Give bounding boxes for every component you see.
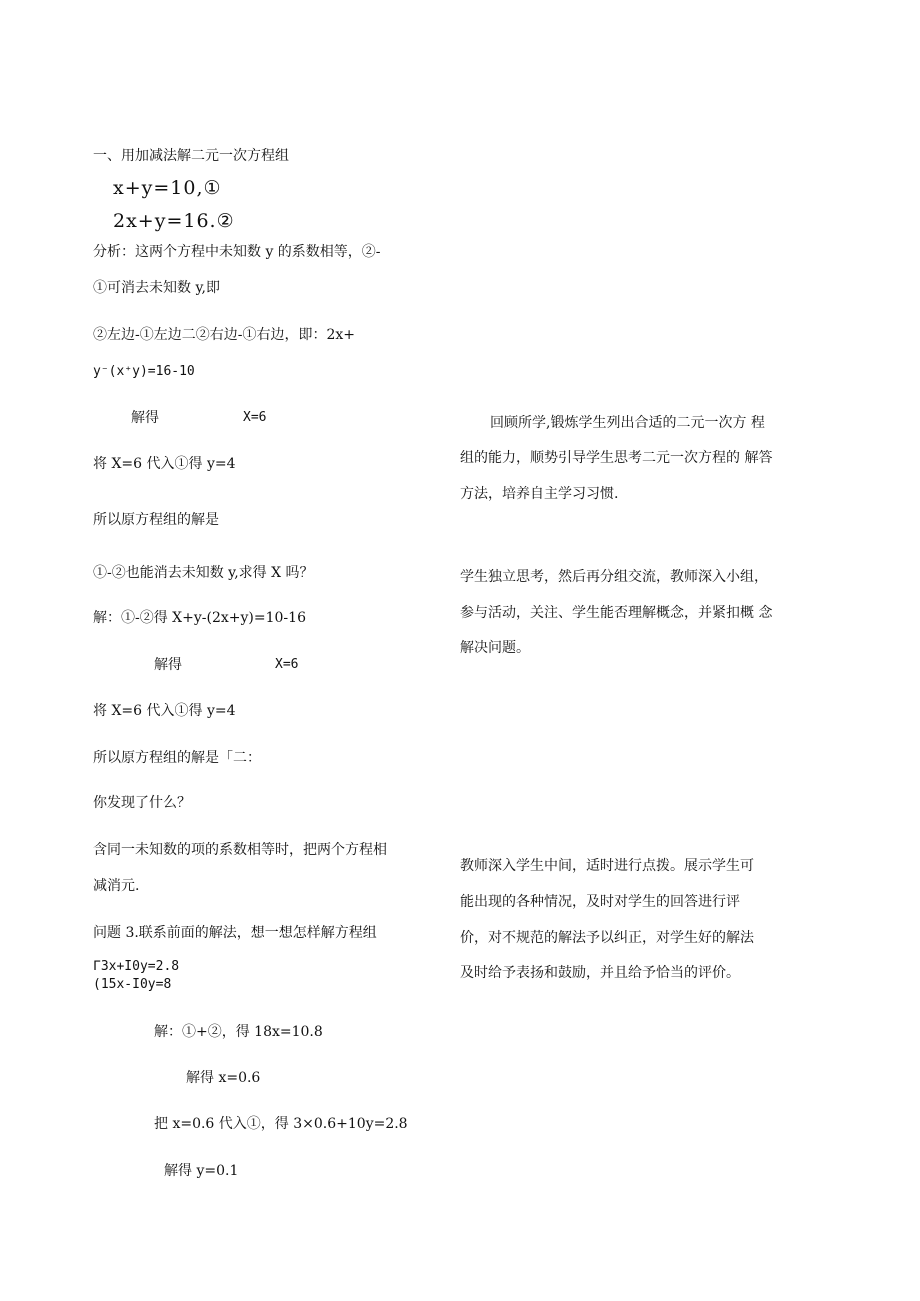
analysis-line-1: 分析：这两个方程中未知数 y 的系数相等，②- (93, 244, 381, 260)
equation-2: 2x+y=16.② (113, 210, 235, 232)
step-2: 解得 x=0.6 (186, 1070, 261, 1086)
note-3-line-3: 价，对不规范的解法予以纠正，对学生好的解法 (460, 930, 754, 946)
analysis-line-2: ①可消去未知数 y,即 (93, 280, 220, 296)
question-line: ①-②也能消去未知数 y,求得 X 吗？ (93, 565, 314, 581)
result-line-2: 所以原方程组的解是「二： (93, 750, 261, 766)
section-heading: 一、用加减法解二元一次方程组 (93, 148, 289, 164)
note-3-line-2: 能出现的各种情况，及时对学生的回答进行评 (460, 894, 740, 910)
solve-value-1: X=6 (243, 410, 267, 425)
note-2-line-3: 解决问题。 (460, 640, 530, 656)
system-equation-1: Γ3x+I0y=2.8 (93, 959, 180, 974)
note-2-line-2: 参与活动，关注、学生能否理解概念，并紧扣概 念 (460, 605, 773, 621)
rule-line-1: 含同一未知数的项的系数相等时，把两个方程相 (93, 842, 387, 858)
solution-line-2: 解：①-②得 X+y-(2x+y)=10-16 (93, 610, 306, 626)
system-equation-2: (15x-I0y=8 (93, 977, 172, 992)
step-3: 把 x=0.6 代入①，得 3×0.6+10y=2.8 (154, 1116, 408, 1132)
note-3-line-4: 及时给予表扬和鼓励，并且给予恰当的评价。 (460, 965, 740, 981)
solve-value-2: X=6 (275, 657, 299, 672)
substitute-line-2: 将 X=6 代入①得 y=4 (93, 703, 236, 719)
note-2-line-1: 学生独立思考，然后再分组交流，教师深入小组， (460, 569, 768, 585)
analysis-line-3: ②左边-①左边二②右边-①右边，即：2x+ (93, 327, 355, 343)
discover-question: 你发现了什么？ (93, 795, 191, 811)
step-1: 解：①+②，得 18x=10.8 (154, 1024, 323, 1040)
analysis-line-4: y⁻(x⁺y)=16-10 (93, 364, 195, 379)
result-line-1: 所以原方程组的解是 (93, 512, 219, 528)
note-1-line-2: 组的能力，顺势引导学生思考二元一次方程的 解答 (460, 450, 773, 466)
equation-1: x+y=10,① (113, 177, 222, 199)
note-3-line-1: 教师深入学生中间，适时进行点拨。展示学生可 (460, 858, 754, 874)
note-1-line-1: 回顾所学,锻炼学生列出合适的二元一次方 程 (490, 415, 765, 431)
solve-label-2: 解得 (154, 657, 182, 673)
solve-label-1: 解得 (131, 410, 159, 426)
rule-line-2: 减消元. (93, 878, 140, 894)
step-4: 解得 y=0.1 (164, 1163, 239, 1179)
problem-3: 问题 3.联系前面的解法，想一想怎样解方程组 (93, 925, 377, 941)
note-1-line-3: 方法，培养自主学习习惯. (460, 486, 619, 502)
substitute-line-1: 将 X=6 代入①得 y=4 (93, 456, 236, 472)
